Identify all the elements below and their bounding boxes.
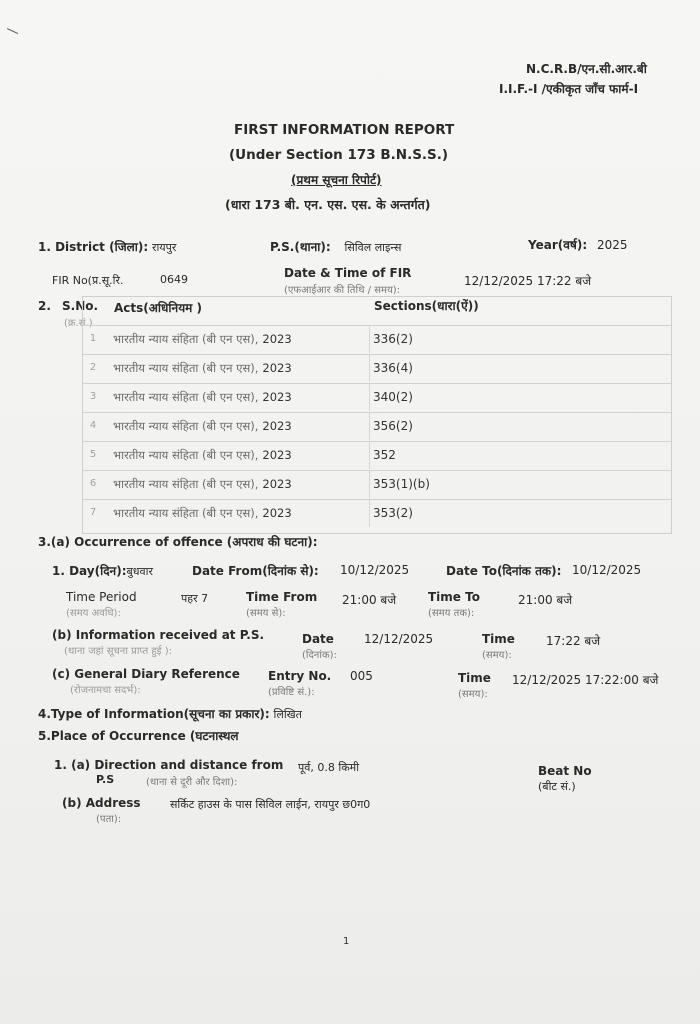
acts-row-act — [113, 390, 292, 405]
day-field — [52, 562, 153, 579]
beat-no-label-hindi: (बीट सं.) — [538, 780, 576, 793]
info-time-label-hindi: (समय): — [482, 650, 512, 661]
acts-row-act — [113, 448, 292, 463]
year-field — [528, 236, 628, 253]
report-title: FIRST INFORMATION REPORT — [234, 122, 455, 138]
acts-row-sno: 5 — [89, 449, 97, 460]
day-value: बुधवार — [126, 565, 154, 578]
acts-row-act-name: भारतीय न्याय संहिता (बी एन एस), — [113, 390, 259, 404]
gd-reference-label: (c) General Diary Reference — [52, 667, 240, 681]
time-period-label: Time Period — [66, 590, 137, 604]
acts-row-act-year: 2023 — [262, 506, 292, 520]
page-number: 1 — [343, 936, 350, 947]
gd-reference-label-hindi: (रोजनामचा सदर्भ): — [70, 685, 141, 696]
acts-table — [82, 296, 672, 534]
acts-row-act-year: 2023 — [262, 477, 292, 491]
year-label: Year(वर्ष): — [528, 238, 588, 252]
fir-datetime-label-hindi: (एफआईआर की तिथि / समय): — [284, 285, 401, 296]
occurrence-heading: 3.(a) Occurrence of offence (अपराध की घटना): — [38, 535, 318, 549]
time-to-label: Time To — [428, 590, 480, 604]
acts-table-row — [83, 441, 671, 469]
report-section-hindi: (धारा 173 बी. एन. एस. एस. के अन्तर्गत) — [225, 197, 431, 212]
type-info-value: लिखित — [273, 708, 302, 721]
acts-row-act-name: भारतीय न्याय संहिता (बी एन एस), — [113, 448, 259, 462]
entry-no-label-hindi: (प्रविष्टि सं.): — [268, 687, 315, 698]
year-value: 2025 — [596, 238, 628, 252]
acts-row-divider — [369, 413, 370, 440]
time-period-value: पहर 7 — [181, 592, 209, 605]
acts-row-sno: 6 — [89, 478, 97, 489]
gd-time-label: Time — [458, 671, 491, 685]
acts-table-row — [83, 499, 671, 527]
info-date-label: Date — [302, 632, 334, 646]
acts-row-act-year: 2023 — [262, 361, 292, 375]
acts-row-act-name: भारतीय न्याय संहिता (बी एन एस), — [113, 477, 259, 491]
gd-time-label-hindi: (समय): — [458, 689, 488, 700]
acts-row-act-name: भारतीय न्याय संहिता (बी एन एस), — [113, 361, 259, 375]
acts-row-act-name: भारतीय न्याय संहिता (बी एन एस), — [113, 506, 259, 520]
acts-row-sno: 1 — [89, 333, 97, 344]
acts-table-row — [83, 383, 671, 411]
fir-no-label: FIR No(प्र.सू.रि. — [52, 274, 124, 287]
district-label: 1. District (जिला): — [38, 240, 149, 254]
address-value: सर्किट हाउस के पास सिविल लाईन, रायपुर छ0ग0 — [170, 798, 371, 811]
district-value: रायपुर — [151, 241, 177, 254]
report-title-hindi: (प्रथम सूचना रिपोर्ट) — [291, 173, 382, 187]
iif-label: I.I.F.-I /एकीकृत जाँच फार्म-I — [499, 82, 639, 96]
time-from-label-hindi: (समय से): — [246, 608, 286, 619]
acts-row-divider — [369, 326, 370, 353]
acts-table-row — [83, 470, 671, 498]
address-label-hindi: (पता): — [96, 814, 122, 825]
acts-row-act — [113, 361, 292, 376]
ps-label: P.S.(थाना): — [270, 240, 331, 254]
acts-row-act — [113, 332, 292, 347]
acts-row-act — [113, 506, 292, 521]
ps-value: सिविल लाइन्स — [344, 241, 402, 254]
ncrb-label: N.C.R.B/एन.सी.आर.बी — [526, 62, 647, 76]
type-info-field — [38, 705, 302, 722]
info-received-label: (b) Information received at P.S. — [52, 628, 265, 642]
entry-no-label: Entry No. — [268, 669, 332, 683]
acts-row-divider — [369, 384, 370, 411]
fir-no-value: 0649 — [160, 273, 188, 286]
direction-label-hindi: (थाना से दूरी और दिशा): — [146, 777, 238, 788]
acts-row-act-year: 2023 — [262, 448, 292, 462]
date-from-label: Date From(दिनांक से): — [192, 564, 319, 578]
acts-row-divider — [369, 500, 370, 527]
acts-row-section: 353(2) — [373, 506, 413, 520]
acts-row-act-year: 2023 — [262, 390, 292, 404]
district-field — [38, 238, 176, 255]
acts-row-act-name: भारतीय न्याय संहिता (बी एन एस), — [113, 332, 259, 346]
date-to-label: Date To(दिनांक तक): — [446, 564, 562, 578]
acts-row-section: 336(4) — [373, 361, 413, 375]
date-from-value: 10/12/2025 — [340, 563, 410, 577]
acts-label: Acts(अधिनियम ) — [114, 301, 202, 315]
address-label: (b) Address — [62, 796, 141, 810]
acts-row-sno: 2 — [89, 362, 97, 373]
acts-row-sno: 4 — [89, 420, 97, 431]
acts-row-act-year: 2023 — [262, 332, 292, 346]
sno-label-hindi: (क्र.सं.) — [64, 318, 93, 329]
acts-table-row — [83, 412, 671, 440]
acts-row-section: 353(1)(b) — [373, 477, 430, 491]
info-received-label-hindi: (थाना जहां सूचना प्राप्त हुई ): — [64, 646, 173, 657]
info-time-label: Time — [482, 632, 515, 646]
time-to-value: 21:00 बजे — [518, 593, 573, 607]
sno-label: S.No. — [62, 299, 99, 313]
acts-row-sno: 3 — [89, 391, 97, 402]
acts-row-divider — [369, 355, 370, 382]
direction-label: 1. (a) Direction and distance from — [54, 758, 284, 772]
direction-label-ps: P.S — [96, 773, 115, 786]
acts-row-act-year: 2023 — [262, 419, 292, 433]
time-period-label-hindi: (समय अवधि): — [66, 608, 121, 619]
day-label: 1. Day(दिन): — [52, 564, 127, 578]
acts-section-number: 2. — [38, 299, 51, 313]
time-from-value: 21:00 बजे — [342, 593, 397, 607]
ps-field — [270, 238, 401, 255]
acts-row-section: 352 — [373, 448, 396, 462]
acts-table-row — [83, 325, 671, 353]
gd-time-value: 12/12/2025 17:22:00 बजे — [512, 673, 659, 687]
info-date-label-hindi: (दिनांक): — [302, 650, 337, 661]
date-to-value: 10/12/2025 — [572, 563, 642, 577]
acts-row-section: 340(2) — [373, 390, 413, 404]
acts-row-act-name: भारतीय न्याय संहिता (बी एन एस), — [113, 419, 259, 433]
acts-row-sno: 7 — [89, 507, 97, 518]
acts-row-act — [113, 419, 292, 434]
time-from-label: Time From — [246, 590, 318, 604]
place-heading: 5.Place of Occurrence (घटनास्थल — [38, 729, 239, 743]
fir-datetime-value: 12/12/2025 17:22 बजे — [464, 274, 592, 288]
type-info-label: 4.Type of Information(सूचना का प्रकार): — [38, 707, 270, 721]
time-to-label-hindi: (समय तक): — [428, 608, 475, 619]
acts-row-divider — [369, 471, 370, 498]
direction-value: पूर्व, 0.8 किमी — [298, 761, 360, 774]
acts-row-act — [113, 477, 292, 492]
sections-label: Sections(धारा(ऐं)) — [374, 299, 479, 313]
entry-no-value: 005 — [350, 669, 373, 683]
info-date-value: 12/12/2025 — [364, 632, 434, 646]
beat-no-label: Beat No — [538, 764, 592, 778]
acts-table-row — [83, 354, 671, 382]
corner-pen-mark — [2, 28, 18, 45]
report-section: (Under Section 173 B.N.S.S.) — [229, 147, 449, 163]
fir-datetime-label: Date & Time of FIR — [284, 266, 412, 280]
acts-row-section: 336(2) — [373, 332, 413, 346]
info-time-value: 17:22 बजे — [546, 634, 601, 648]
acts-row-section: 356(2) — [373, 419, 413, 433]
acts-row-divider — [369, 442, 370, 469]
